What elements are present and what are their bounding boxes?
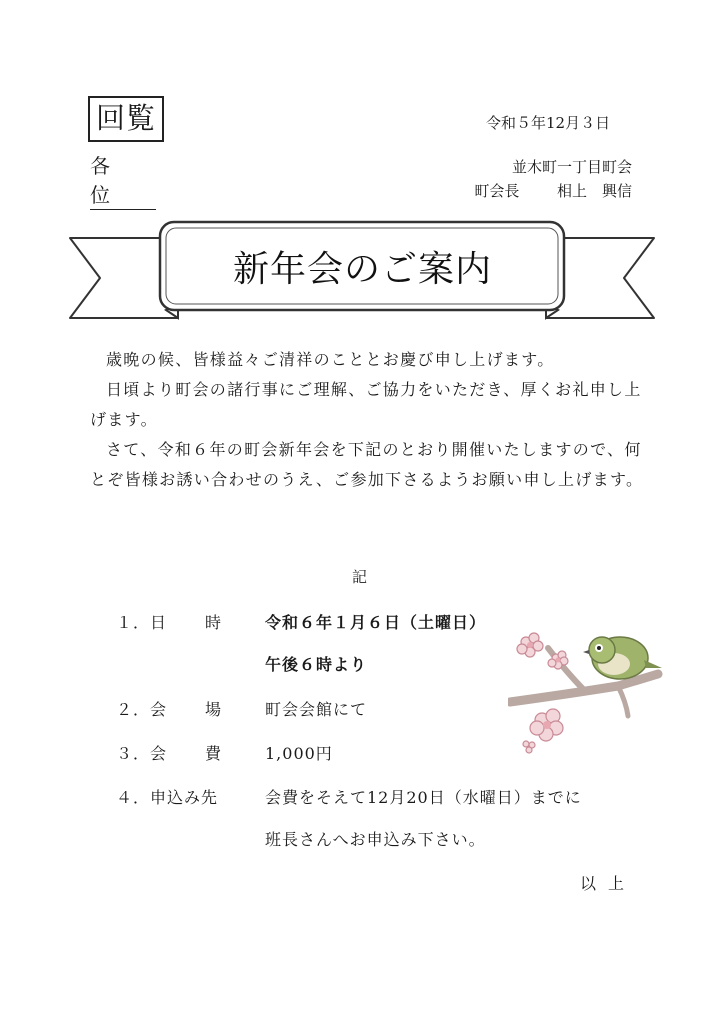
item-label: 会 bbox=[150, 744, 168, 763]
page-title: 新年会のご案内 bbox=[232, 249, 492, 290]
event-time: 午後６時より bbox=[265, 655, 368, 674]
bird-blossom-illustration bbox=[508, 624, 668, 754]
organization-name: 並木町一丁目町会 bbox=[511, 158, 632, 176]
circulation-stamp: 回覧 bbox=[88, 96, 164, 142]
body-paragraph: 歳晩の候、皆様益々ご清祥のこととお慶び申し上げます。 bbox=[106, 350, 555, 369]
event-venue: 町会会館にて bbox=[265, 700, 368, 719]
president-title: 町会長 bbox=[474, 182, 520, 200]
item-label: 費 bbox=[205, 744, 223, 763]
event-fee: 1,000円 bbox=[265, 744, 333, 763]
addressee: 各 位 bbox=[90, 150, 156, 210]
president-line bbox=[474, 180, 632, 201]
body-paragraph: さて、令和６年の町会新年会を下記のとおり開催いたしますので、何とぞ皆様お誘い合わせのうえ、ご参加下さるようお願い申し上げます。 bbox=[90, 440, 644, 489]
item-label: 会 bbox=[150, 700, 168, 719]
application-deadline: 会費をそえて12月20日（水曜日）までに bbox=[265, 788, 582, 807]
application-destination: 班長さんへお申込み下さい。 bbox=[265, 830, 486, 849]
greeting-body bbox=[90, 345, 645, 495]
body-paragraph: 日頃より町会の諸行事にご理解、ご協力をいただき、厚くお礼申し上げます。 bbox=[90, 380, 642, 429]
ki-heading: 記 bbox=[352, 568, 368, 586]
item-label: 申込み先 bbox=[150, 788, 219, 807]
issue-date: 令和５年12月３日 bbox=[486, 114, 611, 132]
item-number: ２． bbox=[116, 700, 151, 719]
president-name: 相上 興信 bbox=[556, 182, 632, 200]
event-date: 令和６年１月６日（土曜日） bbox=[265, 613, 487, 632]
item-label: 時 bbox=[205, 613, 223, 632]
item-label: 日 bbox=[150, 613, 168, 632]
item-number: ４． bbox=[116, 788, 151, 807]
item-number: ３． bbox=[116, 744, 151, 763]
item-number: １． bbox=[116, 613, 151, 632]
closing-mark: 以上 bbox=[579, 874, 636, 893]
item-label: 場 bbox=[205, 700, 223, 719]
